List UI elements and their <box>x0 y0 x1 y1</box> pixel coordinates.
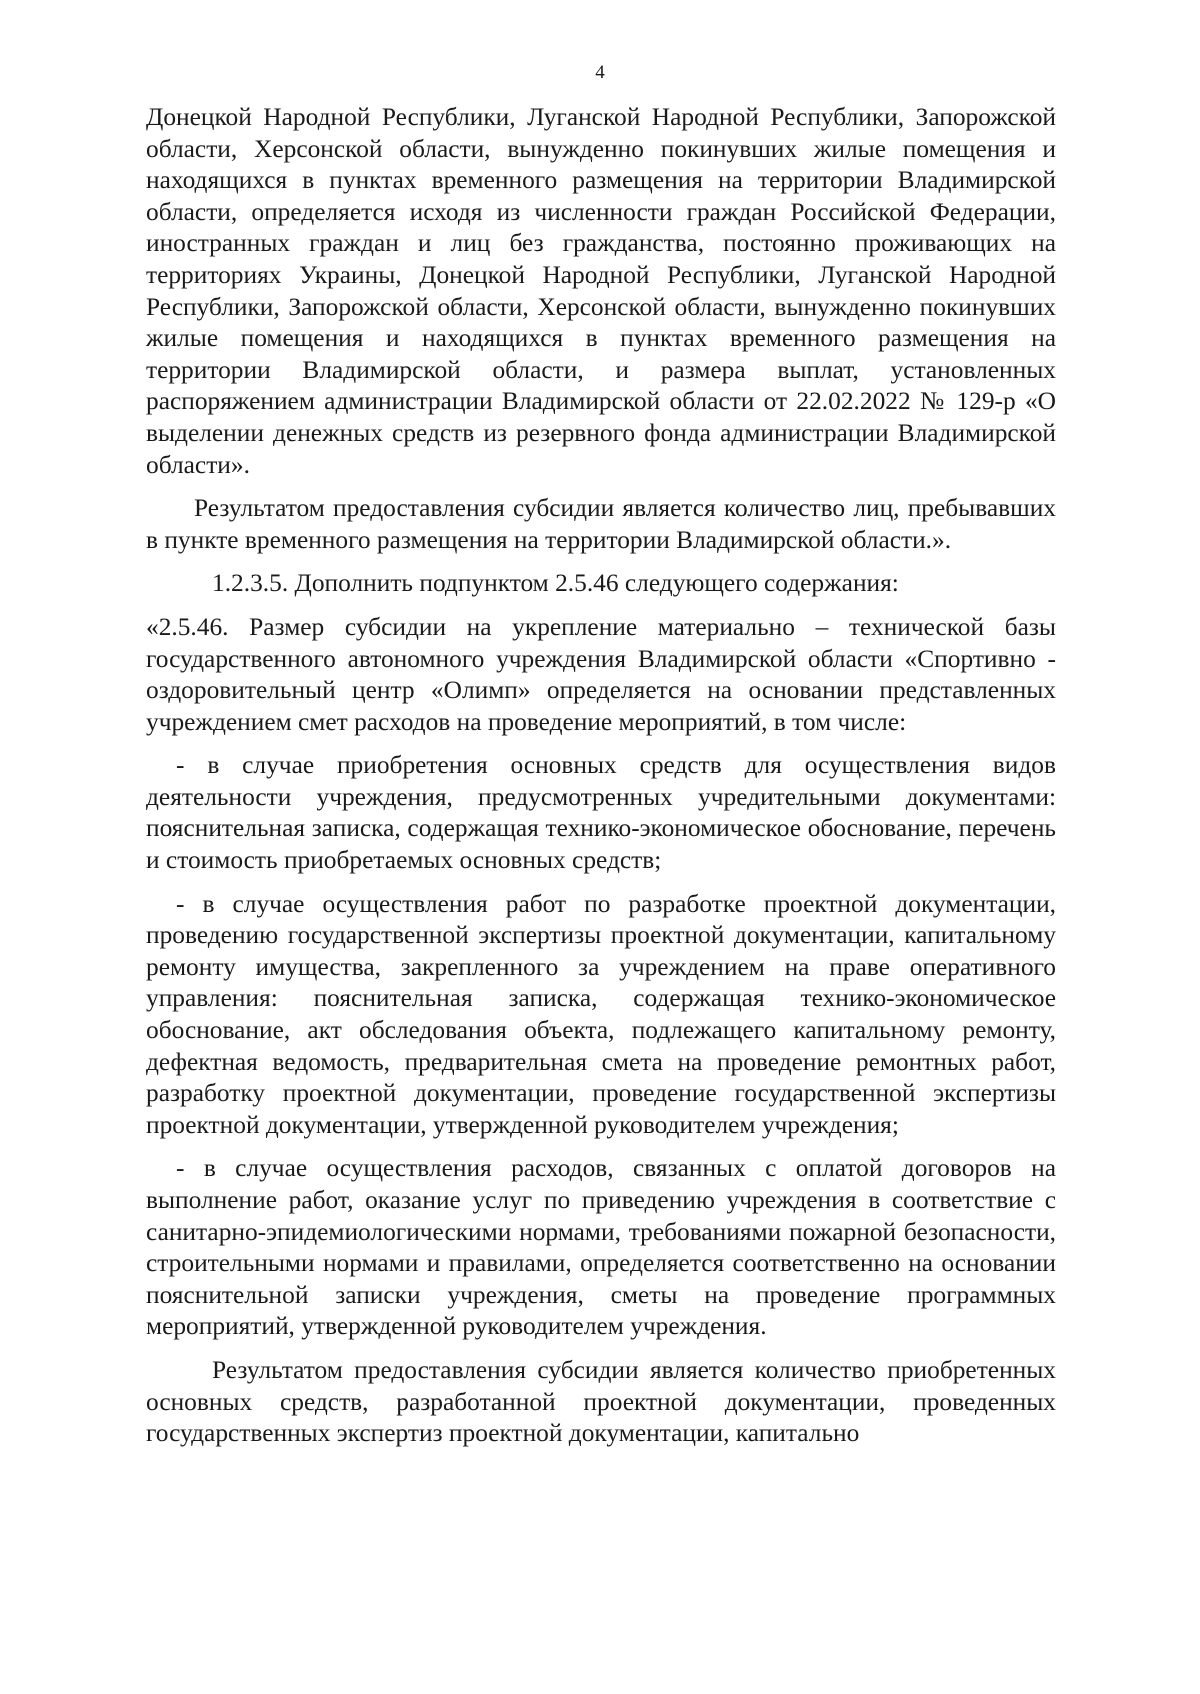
list-item-project-docs: - в случае осуществления работ по разработке проектной документации, проведению государственной экспертизы проектной документации, капитальному ремонту имущества, закрепленного за учреждением на праве оперативного управления: пояснительная записка, содержащая технико-экономическое обоснование, акт обследования объекта, подлежащего капитальному ремонту, дефектная ведомость, предварительная смета на проведение ремонтных работ, разработку проектной документации, проведение государственной экспертизы проектной документации, утвержденной руководителем учреждения; <box>146 889 1056 1139</box>
paragraph-result-2: Результатом предоставления субсидии является количество приобретенных основных средств, разработанной проектной документации, проведенных государственных экспертиз проектной документации, капитально <box>146 1355 1056 1448</box>
list-item-fixed-assets: - в случае приобретения основных средств для осуществления видов деятельности учреждения, предусмотренных учредительными документами: пояснительная записка, содержащая технико-экономическое обоснование, перечень и стоимость приобретаемых основных средств; <box>146 751 1056 875</box>
paragraph-2-5-46: «2.5.46. Размер субсидии на укрепление материально – технической базы государственного автономного учреждения Владимирской области «Спортивно - оздоровительный центр «Олимп» определяется на основании представленных учреждением смет расходов на проведение мероприятий, в том числе: <box>146 612 1056 736</box>
document-body <box>146 102 1056 1462</box>
paragraph-amendment: 1.2.3.5. Дополнить подпунктом 2.5.46 следующего содержания: <box>212 569 899 598</box>
list-item-sanitary: - в случае осуществления расходов, связанных с оплатой договоров на выполнение работ, оказание услуг по приведению учреждения в соответствие с санитарно-эпидемиологическими нормами, требованиями пожарной безопасности, строительными нормами и правилами, определяется соответственно на основании пояснительной записки учреждения, сметы на проведение программных мероприятий, утвержденной руководителем учреждения. <box>146 1154 1056 1341</box>
paragraph-result-1: Результатом предоставления субсидии является количество лиц, пребывавших в пункте временного размещения на территории Владимирской области.». <box>146 494 1056 554</box>
page-number: 4 <box>595 62 605 83</box>
paragraph-continuation: Донецкой Народной Республики, Луганской Народной Республики, Запорожской области, Херсонской области, вынужденно покинувших жилые помещения и находящихся в пунктах временного размещения на территории Владимирской области, определяется исходя из численности граждан Российской Федерации, иностранных граждан и лиц без гражданства, постоянно проживающих на территориях Украины, Донецкой Народной Республики, Луганской Народной Республики, Запорожской области, Херсонской области, вынужденно покинувших жилые помещения и находящихся в пунктах временного размещения на территории Владимирской области, и размера выплат, установленных распоряжением администрации Владимирской области от 22.02.2022 № 129-р «О выделении денежных средств из резервного фонда администрации Владимирской области». <box>146 103 1056 479</box>
